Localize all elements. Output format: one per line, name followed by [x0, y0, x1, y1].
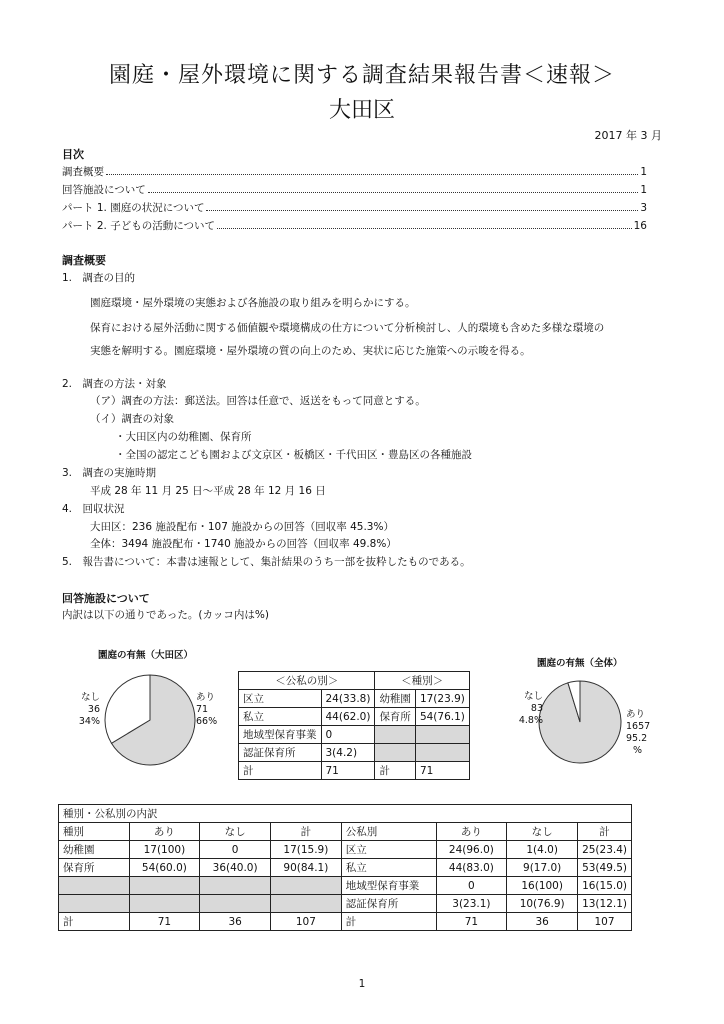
pie-label-nashi: なし 83 4.8% — [518, 691, 543, 726]
body-text: 実態を解明する。園庭環境・屋外環境の質の向上のため、実状に応じた施策への示唆を得る。 — [90, 345, 531, 357]
toc-heading: 目次 — [62, 148, 84, 161]
body-text: 全体：3494 施設配布・1740 施設からの回答（回収率 49.8%） — [90, 538, 397, 550]
section-heading: 1. 調査の目的 — [62, 272, 136, 284]
section-heading: 4. 回収状況 — [62, 503, 125, 515]
report-subtitle: 大田区 — [328, 98, 395, 123]
body-text: （イ）調査の対象 — [90, 413, 174, 425]
table-row: 幼稚園 17(100) 0 17(15.9) 区立 24(96.0) 1(4.0) 25(23.4) — [59, 841, 632, 859]
facilities-intro: 内訳は以下の通りであった。(カッコ内は%) — [62, 609, 269, 621]
section-heading: 5. 報告書について：本書は速報として、集計結果のうち一部を抜粋したものである。 — [62, 556, 471, 568]
table-row: 区立 24(33.8) 幼稚園 17(23.9) — [239, 690, 470, 708]
toc-item[interactable] — [62, 182, 647, 198]
pie-label-nashi: なし 36 34% — [78, 692, 100, 727]
toc-item-page: 3 — [640, 202, 647, 214]
toc-item-page: 1 — [640, 166, 647, 178]
summary-table — [238, 671, 470, 780]
body-text: 大田区：236 施設配布・107 施設からの回答（回収率 45.3%） — [90, 521, 394, 533]
table-row: 地域型保育事業 0 16(100) 16(15.0) — [59, 877, 632, 895]
body-text: （ア）調査の方法：郵送法。回答は任意で、返送をもって同意とする。 — [90, 395, 426, 407]
report-title: 園庭・屋外環境に関する調査結果報告書＜速報＞ — [108, 63, 615, 88]
table-header-row: 種別 あり なし 計 公私別 あり なし 計 — [59, 823, 632, 841]
table-row: 地域型保育事業 0 — [239, 726, 470, 744]
toc-item-label: パート 2. 子どもの活動について — [62, 220, 215, 232]
toc-item-page: 16 — [633, 220, 647, 232]
toc-item-page: 1 — [640, 184, 647, 196]
section-heading: 3. 調査の実施時期 — [62, 467, 157, 479]
table-row: 認証保育所 3(23.1) 10(76.9) 13(12.1) — [59, 895, 632, 913]
body-text: ・大田区内の幼稚園、保育所 — [115, 431, 252, 443]
table-row: 計 71 計 71 — [239, 762, 470, 780]
table-row: 認証保育所 3(4.2) — [239, 744, 470, 762]
table-row: 私立 44(62.0) 保育所 54(76.1) — [239, 708, 470, 726]
facilities-heading: 回答施設について — [62, 592, 150, 605]
table-row: 計 71 36 107 計 71 36 107 — [59, 913, 632, 931]
table-row: 保育所 54(60.0) 36(40.0) 90(84.1) 私立 44(83.0) 9(17.0) 53(49.5) — [59, 859, 632, 877]
toc-item[interactable] — [62, 164, 647, 180]
page-number: 1 — [358, 978, 366, 990]
toc-item-label: 回答施設について — [62, 184, 146, 196]
pie-chart-title: 園庭の有無（大田区） — [98, 650, 194, 661]
table-header: ＜公私の別＞ — [239, 672, 375, 690]
pie-chart-all — [538, 680, 622, 764]
toc-item[interactable] — [62, 200, 647, 216]
toc-item-label: パート 1. 園庭の状況について — [62, 202, 205, 214]
pie-chart-title: 園庭の有無（全体） — [537, 658, 623, 669]
toc-item[interactable] — [62, 218, 647, 234]
section-heading: 2. 調査の方法・対象 — [62, 378, 167, 390]
body-text: 平成 28 年 11 月 25 日～平成 28 年 12 月 16 日 — [90, 485, 326, 497]
table-caption: 種別・公私別の内訳 — [59, 805, 632, 823]
toc-item-label: 調査概要 — [62, 166, 104, 178]
table-header: ＜種別＞ — [375, 672, 469, 690]
body-text: ・全国の認定こども園および文京区・板橋区・千代田区・豊島区の各種施設 — [115, 449, 472, 461]
pie-label-ari: あり 71 66% — [196, 692, 218, 727]
body-text: 園庭環境・屋外環境の実態および各施設の取り組みを明らかにする。 — [90, 297, 416, 309]
report-date: 2017 年 3 月 — [594, 129, 662, 142]
breakdown-table — [58, 804, 632, 931]
pie-label-ari: あり 1657 95.2 % — [626, 709, 651, 756]
overview-heading: 調査概要 — [62, 254, 106, 267]
pie-chart-otaku — [104, 674, 196, 766]
body-text: 保育における屋外活動に関する価値観や環境構成の仕方について分析検討し、人的環境も含めた多様な環境の — [90, 322, 605, 334]
